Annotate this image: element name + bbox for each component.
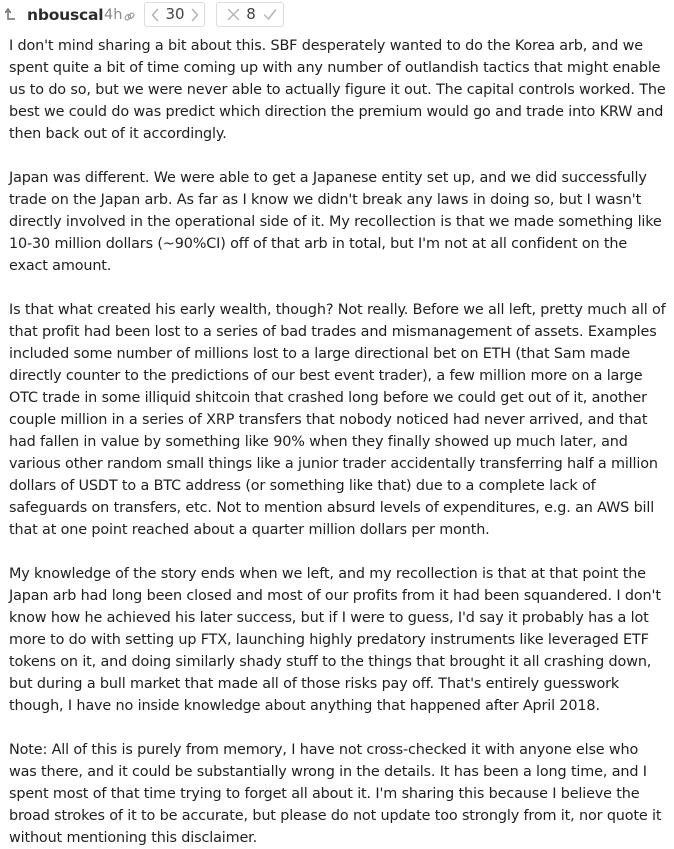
karma-score: 30 bbox=[165, 5, 185, 23]
checkmark-icon[interactable] bbox=[263, 8, 277, 21]
comment-header bbox=[0, 0, 674, 34]
karma-vote-widget bbox=[144, 2, 205, 27]
agreement-vote-widget bbox=[216, 2, 284, 27]
collapse-arrow-icon[interactable] bbox=[5, 8, 17, 22]
comment-paragraph: Japan was different. We were able to get a Japanese entity set up, and we did successfully trade on the Japan arb. As far as I know we didn't break any laws in doing so, but I wasn't directly involved in the operational side of it. My recollection is that we made something like 10-30 million dollars (~90%CI) off of that arb in total, but I'm not at all confident on the exact amount. bbox=[9, 170, 662, 274]
comment-body bbox=[9, 35, 667, 849]
chevron-left-icon[interactable] bbox=[150, 8, 160, 22]
comment-author[interactable]: nbouscal bbox=[27, 6, 104, 24]
link-icon[interactable] bbox=[124, 11, 135, 22]
comment-paragraph: Note: All of this is purely from memory, I have not cross-checked it with anyone else who was there, and it could be substantially wrong in the details. It has been a long time, and I spent most of that time trying to forget all about it. I'm sharing this because I believe the broad strokes of it to be accurate, but please do not update too strongly from it, nor quote it without mentioning this disclaimer. bbox=[9, 742, 662, 846]
chevron-right-icon[interactable] bbox=[190, 8, 200, 22]
comment-paragraph: My knowledge of the story ends when we left, and my recollection is that at that point the Japan arb had long been closed and most of our profits from it had been squandered. I don't know how he achieved his later success, but if I were to guess, I'd say it probably has a lot more to do with setting up FTX, launching highly predatory instruments like leveraged ETF tokens on it, and doing similarly shady stuff to the things that brought it all crashing down, but during a bull market that made all of those risks pay off. That's entirely guesswork though, I have no inside knowledge about anything that happened after April 2018. bbox=[9, 566, 661, 714]
comment-paragraph: I don't mind sharing a bit about this. SBF desperately wanted to do the Korea arb, and we spent quite a bit of time coming up with any number of outlandish tactics that might enable us to do so, but we were never able to actually figure it out. The capital controls worked. The best we could do was predict which direction the premium would go and trade into KRW and then back out of it accordingly. bbox=[9, 38, 666, 142]
x-icon[interactable] bbox=[227, 8, 240, 21]
comment-paragraph: Is that what created his early wealth, though? Not really. Before we all left, pretty much all of that profit had been lost to a series of bad trades and mismanagement of assets. Examples included some number of millions lost to a large directional bet on ETH (that Sam made directly counter to the predictions of our best event trader), a few million more on a large OTC trade in some illiquid shitcoin that crashed long before we could get out of it, another couple million in a series of XRP transfers that nobody noticed had never arrived, and that had fallen in value by something like 90% when they finally showed up much later, and various other random small things like a junior trader accidentally transferring half a million dollars of USDT to a BTC address (or something like that) due to a complete lack of safeguards on transfers, etc. Not to mention absurd levels of expenditures, e.g. an AWS bill that at one point reached about a quarter million dollars per month. bbox=[9, 302, 666, 538]
agreement-score: 8 bbox=[246, 5, 256, 23]
comment-timestamp[interactable]: 4h bbox=[104, 7, 123, 23]
